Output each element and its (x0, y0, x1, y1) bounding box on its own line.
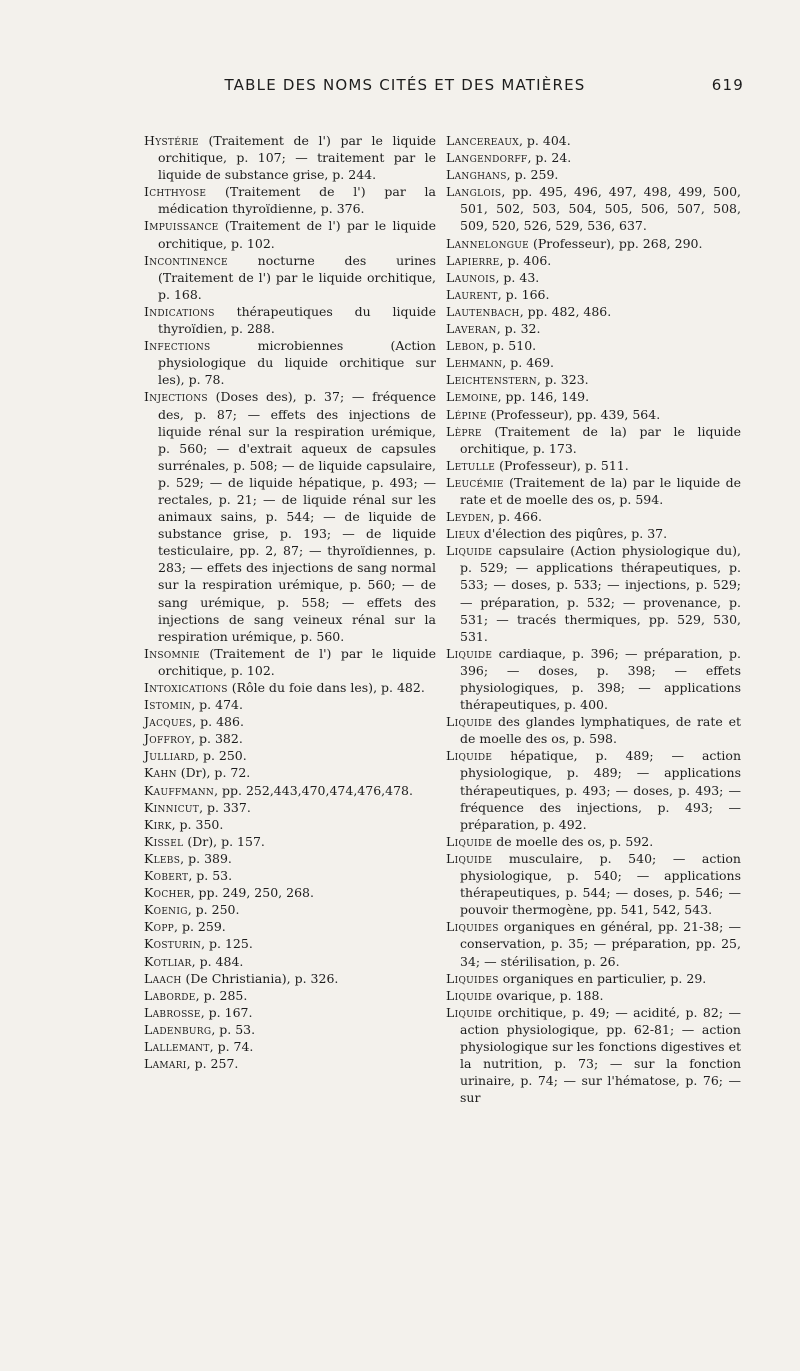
index-entry (144, 816, 436, 833)
entry-headword: Ladenburg (144, 1021, 212, 1037)
index-entry (144, 1055, 436, 1072)
entry-headword: Lépine (446, 406, 487, 422)
index-entry (446, 303, 741, 320)
index-entry (446, 508, 741, 525)
index-entry (144, 867, 436, 884)
entry-headword: Liquide (446, 987, 493, 1003)
entry-headword: Langendorff (446, 150, 528, 166)
entry-headword: Lehmann (446, 355, 503, 371)
entry-references: , p. 469. (502, 355, 555, 371)
entry-references: (Professeur), pp. 439, 564. (486, 406, 661, 422)
entry-references: , p. 389. (180, 850, 232, 866)
entry-references: (Dr), p. 157. (183, 833, 265, 849)
index-entry (446, 833, 741, 850)
entry-references: organiques en particulier, p. 29. (498, 970, 707, 986)
index-entry (446, 132, 741, 149)
entry-headword: Julliard (144, 748, 195, 764)
index-entry (144, 679, 436, 696)
entry-references: microbiennes (Action physiologique du liquide orchitique sur les), p. 78. (158, 338, 436, 388)
entry-headword: Lallemant (144, 1038, 210, 1054)
entry-headword: Istomin (144, 697, 192, 713)
index-entry (446, 269, 741, 286)
index-entry (144, 901, 436, 918)
entry-references: (Doses des), p. 37; — fréquence des, p. 87; — effets des injections de liquide rénal sur la respiration urémique, p. 560; — d'extrait aqueux de capsules surrénales, p. 508; — de liquide capsulaire, p. 529; — de liquide hépatique, p. 493; — rectales, p. 21; — de liquide rénal sur les animaux sains, p. 544; — de liquide de substance grise, p. 193; — de liquide testiculaire, pp. 2, 87; — thyroïdiennes, p. 283; — effets des injections de sang normal sur la respiration urémique, p. 560; — de sang urémique, p. 558; — effets des injections de sang veineux rénal sur la respiration urémique, p. 560. (158, 389, 436, 644)
index-entry (144, 730, 436, 747)
entry-references: organiques en général, pp. 21-38; — conservation, p. 35; — préparation, pp. 25, 34; — stérilisation, p. 26. (460, 919, 741, 969)
entry-references: musculaire, p. 540; — action physiologique, p. 540; — applications thérapeutiques, p. 544; — doses, p. 546; — pouvoir thermogène, pp. 541, 542, 543. (460, 850, 741, 918)
entry-headword: Langhans (446, 167, 507, 183)
entry-headword: Liquide (446, 748, 493, 764)
index-entry (446, 388, 741, 405)
entry-headword: Kahn (144, 765, 177, 781)
entry-references: , p. 484. (191, 953, 244, 969)
entry-references: , p. 486. (192, 714, 244, 730)
entry-headword: Laurent (446, 286, 498, 302)
entry-references: capsulaire (Action physiologique du), p. 529; — applications thérapeutiques, p. 533; — doses, p. 533; — injections, p. 529; — préparation, p. 532; — provenance, p. 531; — tracés thermiques, pp. 529, 530, 531. (460, 543, 741, 644)
entry-references: , p. 259. (506, 167, 559, 183)
index-entry (144, 388, 436, 644)
index-entry (446, 166, 741, 183)
index-entry (144, 252, 436, 303)
index-column-right (446, 132, 741, 1106)
entry-headword: Lèpre (446, 423, 482, 439)
index-entry (446, 525, 741, 542)
entry-references: nocturne des urines (Traitement de l') par le liquide orchitique, p. 168. (158, 252, 436, 302)
index-entry (446, 970, 741, 987)
index-entry (144, 918, 436, 935)
page-number: 619 (711, 76, 744, 94)
entry-references: ovarique, p. 188. (492, 987, 604, 1003)
index-entry (144, 953, 436, 970)
index-entry (446, 183, 741, 234)
entry-references: , p. 510. (484, 338, 537, 354)
entry-references: (Traitement de l') par la médication thyroïdienne, p. 376. (158, 184, 436, 217)
entry-references: , p. 53. (211, 1021, 256, 1037)
entry-headword: Lannelongue (446, 235, 529, 251)
entry-references: , p. 250. (195, 748, 247, 764)
entry-headword: Liquide (446, 645, 493, 661)
entry-headword: Liquides (446, 919, 499, 935)
entry-references: , p. 125. (201, 936, 253, 952)
entry-headword: Lieux (446, 526, 480, 542)
entry-references: , p. 257. (186, 1056, 239, 1072)
index-entry (144, 935, 436, 952)
index-entry (446, 235, 741, 252)
entry-references: orchitique, p. 49; — acidité, p. 82; — action physiologique, pp. 62-81; — action physiologique sur les fonctions digestives et la nutrition, p. 73; — sur la fonction urinaire, p. 74; — sur l'hématose, p. 76; — sur (460, 1004, 741, 1106)
entry-headword: Joffroy (144, 731, 192, 747)
entry-headword: Impuissance (144, 218, 219, 234)
entry-headword: Infections (144, 338, 211, 354)
entry-headword: Lamari (144, 1056, 187, 1072)
index-entry (144, 696, 436, 713)
index-entry (144, 1038, 436, 1055)
entry-headword: Kinnicut (144, 799, 200, 815)
entry-references: , pp. 495, 496, 497, 498, 499, 500, 501, 502, 503, 504, 505, 506, 507, 508, 509, 520, 526, 529, 536, 637. (460, 184, 741, 234)
entry-headword: Leichtenstern (446, 372, 537, 388)
index-entry (446, 149, 741, 166)
index-entry (446, 918, 741, 969)
entry-headword: Liquide (446, 543, 493, 559)
entry-references: , p. 382. (191, 731, 243, 747)
entry-headword: Kopp (144, 919, 175, 935)
index-entry (144, 782, 436, 799)
index-entry (144, 764, 436, 781)
entry-headword: Leucémie (446, 474, 504, 490)
entry-references: hépatique, p. 489; — action physiologique, p. 489; — applications thérapeutiques, p. 493; — doses, p. 493; — fréquence des injections, p. 493; — préparation, p. 492. (460, 748, 741, 832)
entry-headword: Koenig (144, 902, 188, 918)
entry-references: , p. 43. (495, 269, 540, 285)
index-entry (144, 217, 436, 251)
entry-references: (Dr), p. 72. (176, 765, 251, 781)
entry-headword: Liquides (446, 970, 499, 986)
entry-references: , p. 250. (187, 902, 240, 918)
entry-references: , pp. 252,443,470,474,476,478. (214, 782, 413, 798)
entry-headword: Kissel (144, 833, 184, 849)
index-entry (144, 337, 436, 388)
entry-references: (Professeur), p. 511. (495, 457, 629, 473)
index-entry (446, 371, 741, 388)
index-entry (446, 850, 741, 918)
index-entry (446, 457, 741, 474)
entry-references: , p. 406. (499, 252, 552, 268)
entry-references: (Traitement de la) par le liquide de rate et de moelle des os, p. 594. (460, 474, 741, 507)
entry-headword: Kirk (144, 816, 172, 832)
index-column-left (144, 132, 436, 1072)
index-entry (144, 970, 436, 987)
entry-headword: Lautenbach (446, 303, 520, 319)
entry-headword: Klebs (144, 850, 181, 866)
entry-references: (Traitement de l') par le liquide orchitique, p. 102. (158, 218, 436, 251)
entry-headword: Lemoine (446, 389, 498, 405)
index-entry (144, 884, 436, 901)
entry-references: , p. 474. (191, 697, 243, 713)
entry-references: cardiaque, p. 396; — préparation, p. 396; — doses, p. 398; — effets physiologiques, p. 398; — applications thérapeutiques, p. 400. (460, 645, 741, 713)
entry-references: , p. 323. (536, 372, 589, 388)
entry-headword: Langlois (446, 184, 502, 200)
index-entry (446, 337, 741, 354)
entry-headword: Laborde (144, 987, 196, 1003)
entry-headword: Liquide (446, 833, 493, 849)
index-entry (446, 645, 741, 713)
entry-headword: Lebon (446, 338, 485, 354)
entry-headword: Kotliar (144, 953, 192, 969)
entry-headword: Hystérie (144, 133, 199, 148)
entry-headword: Laveran (446, 321, 497, 337)
header-title: TABLE DES NOMS CITÉS ET DES MATIÈRES (224, 76, 586, 94)
entry-headword: Leyden (446, 509, 491, 525)
entry-headword: Indications (144, 303, 215, 319)
index-entry (446, 423, 741, 457)
index-entry (144, 713, 436, 730)
entry-headword: Intoxications (144, 680, 228, 695)
entry-references: (Traitement de l') par le liquide orchitique, p. 107; — traitement par le liquide de substance grise, p. 244. (158, 133, 436, 183)
entry-headword: Kocher (144, 885, 191, 901)
entry-references: , p. 259. (174, 919, 226, 935)
index-entry (446, 713, 741, 747)
index-entry (144, 833, 436, 850)
entry-headword: Kosturin (144, 936, 202, 952)
index-entry (446, 406, 741, 423)
entry-headword: Liquide (446, 714, 493, 730)
entry-headword: Laach (144, 970, 182, 986)
entry-references: , p. 24. (527, 150, 572, 166)
entry-references: , p. 32. (496, 321, 541, 337)
index-entry (144, 183, 436, 217)
entry-headword: Lapierre (446, 252, 500, 268)
index-entry (446, 474, 741, 508)
entry-references: , pp. 249, 250, 268. (190, 885, 314, 901)
entry-headword: Insomnie (144, 645, 200, 661)
index-entry (144, 645, 436, 679)
index-entry (144, 799, 436, 816)
entry-references: , p. 166. (497, 286, 550, 302)
index-entry (446, 1004, 741, 1107)
index-entry (144, 747, 436, 764)
entry-references: , p. 285. (195, 987, 248, 1003)
index-entry (144, 132, 436, 183)
entry-headword: Kobert (144, 868, 189, 884)
index-entry (446, 354, 741, 371)
entry-references: des glandes lymphatiques, de rate et de moelle des os, p. 598. (460, 714, 741, 747)
entry-headword: Letulle (446, 457, 496, 473)
entry-references: (Traitement de la) par le liquide orchitique, p. 173. (460, 423, 741, 456)
index-entry (144, 987, 436, 1004)
entry-references: , p. 167. (200, 1004, 253, 1020)
index-entry (446, 987, 741, 1004)
entry-references: d'élection des piqûres, p. 37. (479, 526, 668, 542)
entry-references: , p. 404. (518, 133, 571, 148)
index-entry (446, 542, 741, 645)
entry-references: (Rôle du foie dans les), p. 482. (227, 680, 425, 695)
entry-references: , p. 337. (199, 799, 251, 815)
entry-references: , p. 53. (188, 868, 233, 884)
entry-references: (Professeur), pp. 268, 290. (529, 235, 703, 251)
entry-headword: Ichthyose (144, 184, 207, 200)
index-entry (446, 286, 741, 303)
index-entry (144, 850, 436, 867)
entry-headword: Launois (446, 269, 496, 285)
index-entry (144, 1004, 436, 1021)
entry-references: (Traitement de l') par le liquide orchitique, p. 102. (158, 645, 436, 678)
entry-references: (De Christiania), p. 326. (181, 970, 339, 986)
entry-headword: Incontinence (144, 252, 228, 268)
entry-references: , p. 466. (490, 509, 543, 525)
entry-headword: Labrosse (144, 1004, 201, 1020)
index-entry (446, 252, 741, 269)
entry-references: , p. 350. (171, 816, 224, 832)
entry-references: thérapeutiques du liquide thyroïdien, p. 288. (158, 303, 436, 337)
entry-headword: Jacques (144, 714, 193, 730)
entry-headword: Kauffmann (144, 782, 215, 798)
index-entry (446, 747, 741, 832)
entry-references: de moelle des os, p. 592. (492, 833, 654, 849)
index-entry (144, 303, 436, 337)
entry-headword: Liquide (446, 1004, 493, 1020)
entry-headword: Lancereaux (446, 133, 519, 148)
entry-references: , pp. 146, 149. (497, 389, 590, 405)
entry-headword: Injections (144, 389, 208, 405)
index-entry (446, 320, 741, 337)
entry-references: , p. 74. (209, 1038, 254, 1054)
index-entry (144, 1021, 436, 1038)
entry-references: , pp. 482, 486. (519, 303, 612, 319)
entry-headword: Liquide (446, 850, 493, 866)
